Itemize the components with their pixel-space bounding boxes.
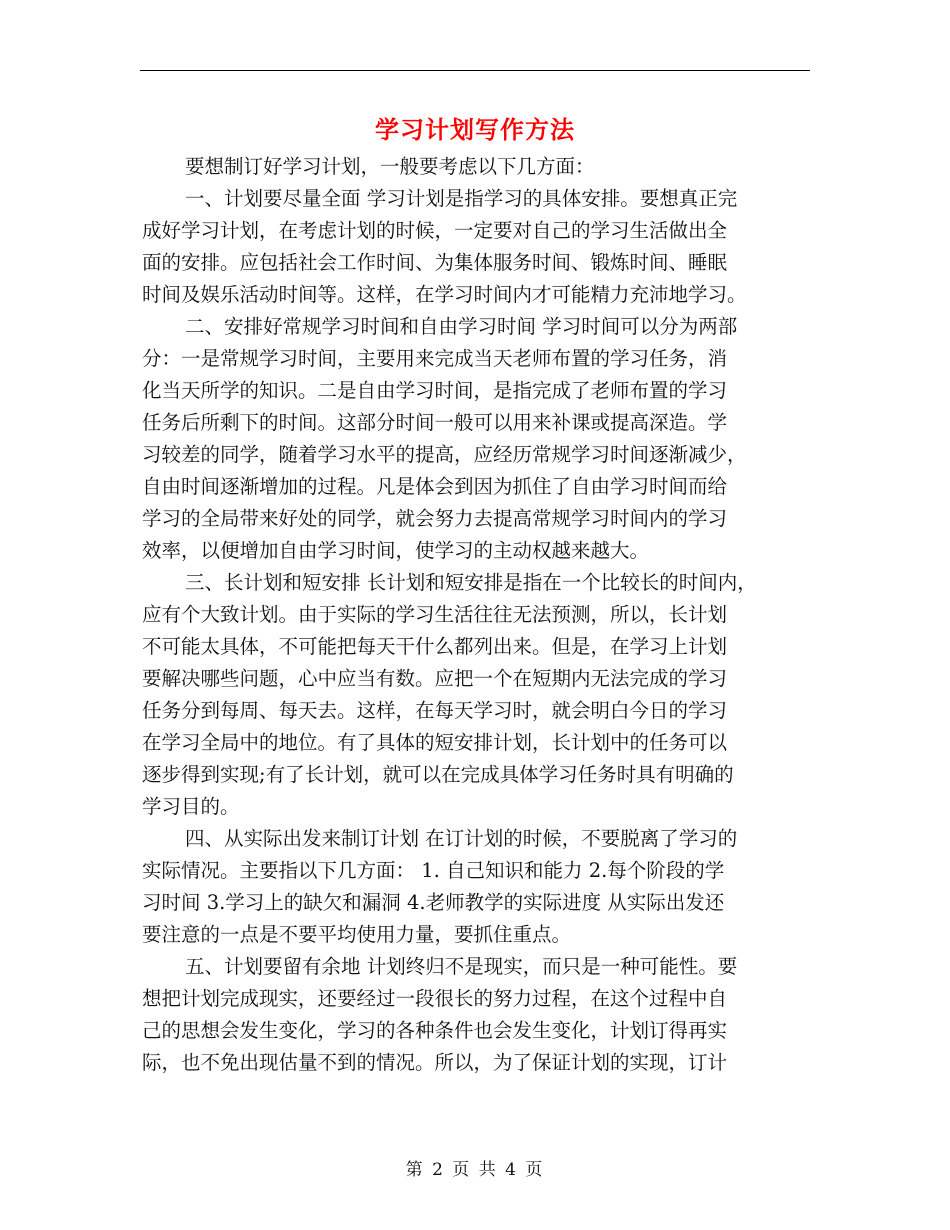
document-title: 学习计划写作方法 — [375, 115, 575, 144]
paragraph-line: 二、安排好常规学习时间和自由学习时间 学习时间可以分为两部 — [185, 315, 738, 338]
paragraph-line: 要注意的一点是不要平均使用力量，要抓住重点。 — [142, 923, 572, 946]
paragraph-line: 学习目的。 — [142, 795, 240, 818]
paragraph-line: 任务分到每周、每天去。这样，在每天学习时，就会明白今日的学习 — [142, 699, 728, 722]
paragraph-line: 不可能太具体，不可能把每天干什么都列出来。但是，在学习上计划 — [142, 635, 728, 658]
paragraph-line: 面的安排。应包括社会工作时间、为集体服务时间、锻炼时间、睡眠 — [142, 251, 728, 274]
paragraph-line: 要解决哪些问题，心中应当有数。应把一个在短期内无法完成的学习 — [142, 667, 728, 690]
paragraph-line: 化当天所学的知识。二是自由学习时间，是指完成了老师布置的学习 — [142, 379, 728, 402]
paragraph-line: 学习的全局带来好处的同学，就会努力去提高常规学习时间内的学习 — [142, 507, 728, 530]
paragraph-line: 实际情况。主要指以下几方面： 1. 自己知识和能力 2.每个阶段的学 — [142, 859, 725, 882]
paragraph-line: 任务后所剩下的时间。这部分时间一般可以用来补课或提高深造。学 — [142, 411, 728, 434]
paragraph-line: 际，也不免出现估量不到的情况。所以，为了保证计划的实现，订计 — [142, 1051, 728, 1074]
paragraph-line: 分：一是常规学习时间，主要用来完成当天老师布置的学习任务，消 — [142, 347, 728, 370]
paragraph-line: 成好学习计划，在考虑计划的时候，一定要对自己的学习生活做出全 — [142, 219, 728, 242]
paragraph-line: 应有个大致计划。由于实际的学习生活往往无法预测，所以，长计划 — [142, 603, 728, 626]
paragraph-line: 效率，以便增加自由学习时间，使学习的主动权越来越大。 — [142, 539, 650, 562]
paragraph-line: 想把计划完成现实，还要经过一段很长的努力过程，在这个过程中自 — [142, 987, 728, 1010]
paragraph-line: 自由时间逐渐增加的过程。凡是体会到因为抓住了自由学习时间而给 — [142, 475, 728, 498]
paragraph-line: 四、从实际出发来制订计划 在订计划的时候，不要脱离了学习的 — [185, 827, 738, 850]
paragraph-line: 三、长计划和短安排 长计划和短安排是指在一个比较长的时间内， — [185, 571, 757, 594]
paragraph-line: 习较差的同学，随着学习水平的提高，应经历常规学习时间逐渐减少， — [142, 443, 747, 466]
paragraph-line: 时间及娱乐活动时间等。这样，在学习时间内才可能精力充沛地学习。 — [142, 283, 747, 306]
paragraph-line: 逐步得到实现;有了长计划，就可以在完成具体学习任务时具有明确的 — [142, 763, 734, 786]
paragraph-line: 在学习全局中的地位。有了具体的短安排计划，长计划中的任务可以 — [142, 731, 728, 754]
paragraph-line: 己的思想会发生变化，学习的各种条件也会发生变化，计划订得再实 — [142, 1019, 728, 1042]
paragraph-line: 一、计划要尽量全面 学习计划是指学习的具体安排。要想真正完 — [185, 187, 738, 210]
paragraph-line: 要想制订好学习计划，一般要考虑以下几方面： — [185, 155, 595, 178]
paragraph-line: 习时间 3.学习上的缺欠和漏洞 4.老师教学的实际进度 从实际出发还 — [142, 891, 725, 914]
page-number: 第 2 页 共 4 页 — [405, 1160, 545, 1180]
header-rule — [140, 70, 810, 71]
paragraph-line: 五、计划要留有余地 计划终归不是现实，而只是一种可能性。要 — [185, 955, 738, 978]
